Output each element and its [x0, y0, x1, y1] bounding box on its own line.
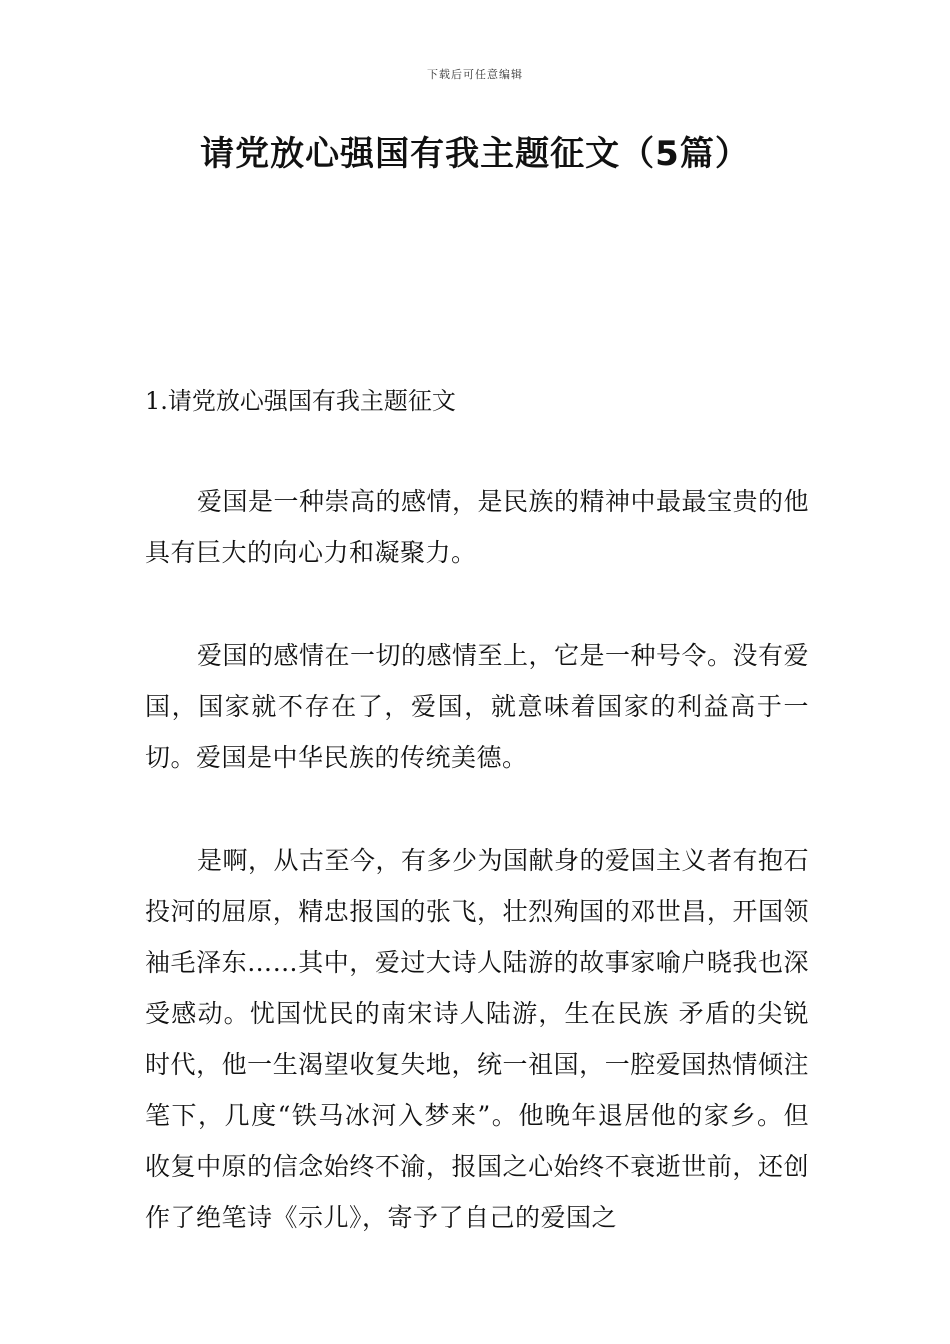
section-heading: 1.请党放心强国有我主题征文 [145, 387, 456, 415]
paragraph: 爱国是一种崇高的感情，是民族的精神中最最宝贵的他具有巨大的向心力和凝聚力。 [145, 487, 810, 567]
document-body [145, 476, 809, 1295]
paragraph: 爱国的感情在一切的感情至上，它是一种号令。没有爱国，国家就不存在了，爱国，就意味着国家的利益高于一切。爱国是中华民族的传统美德。 [145, 641, 810, 772]
paragraph: 是啊，从古至今，有多少为国献身的爱国主义者有抱石投河的屈原，精忠报国的张飞，壮烈殉国的邓世昌，开国领袖毛泽东……其中，爱过大诗人陆游的故事家喻户晓我也深受感动。忧国忧民的南宋诗人陆游，生在民族 矛盾的尖锐时代，他一生渴望收复失地，统一祖国，一腔爱国热情倾注笔下，几度“铁马冰河入梦来”。他晚年退居他的家乡。但收复中原的信念始终不渝，报国之心始终不衰逝世前，还创作了绝笔诗《示儿》，寄予了自己的爱国之 [145, 846, 810, 1232]
document-title: 请党放心强国有我主题征文（5篇） [200, 134, 750, 174]
header-note: 下载后可任意编辑 [427, 68, 523, 81]
